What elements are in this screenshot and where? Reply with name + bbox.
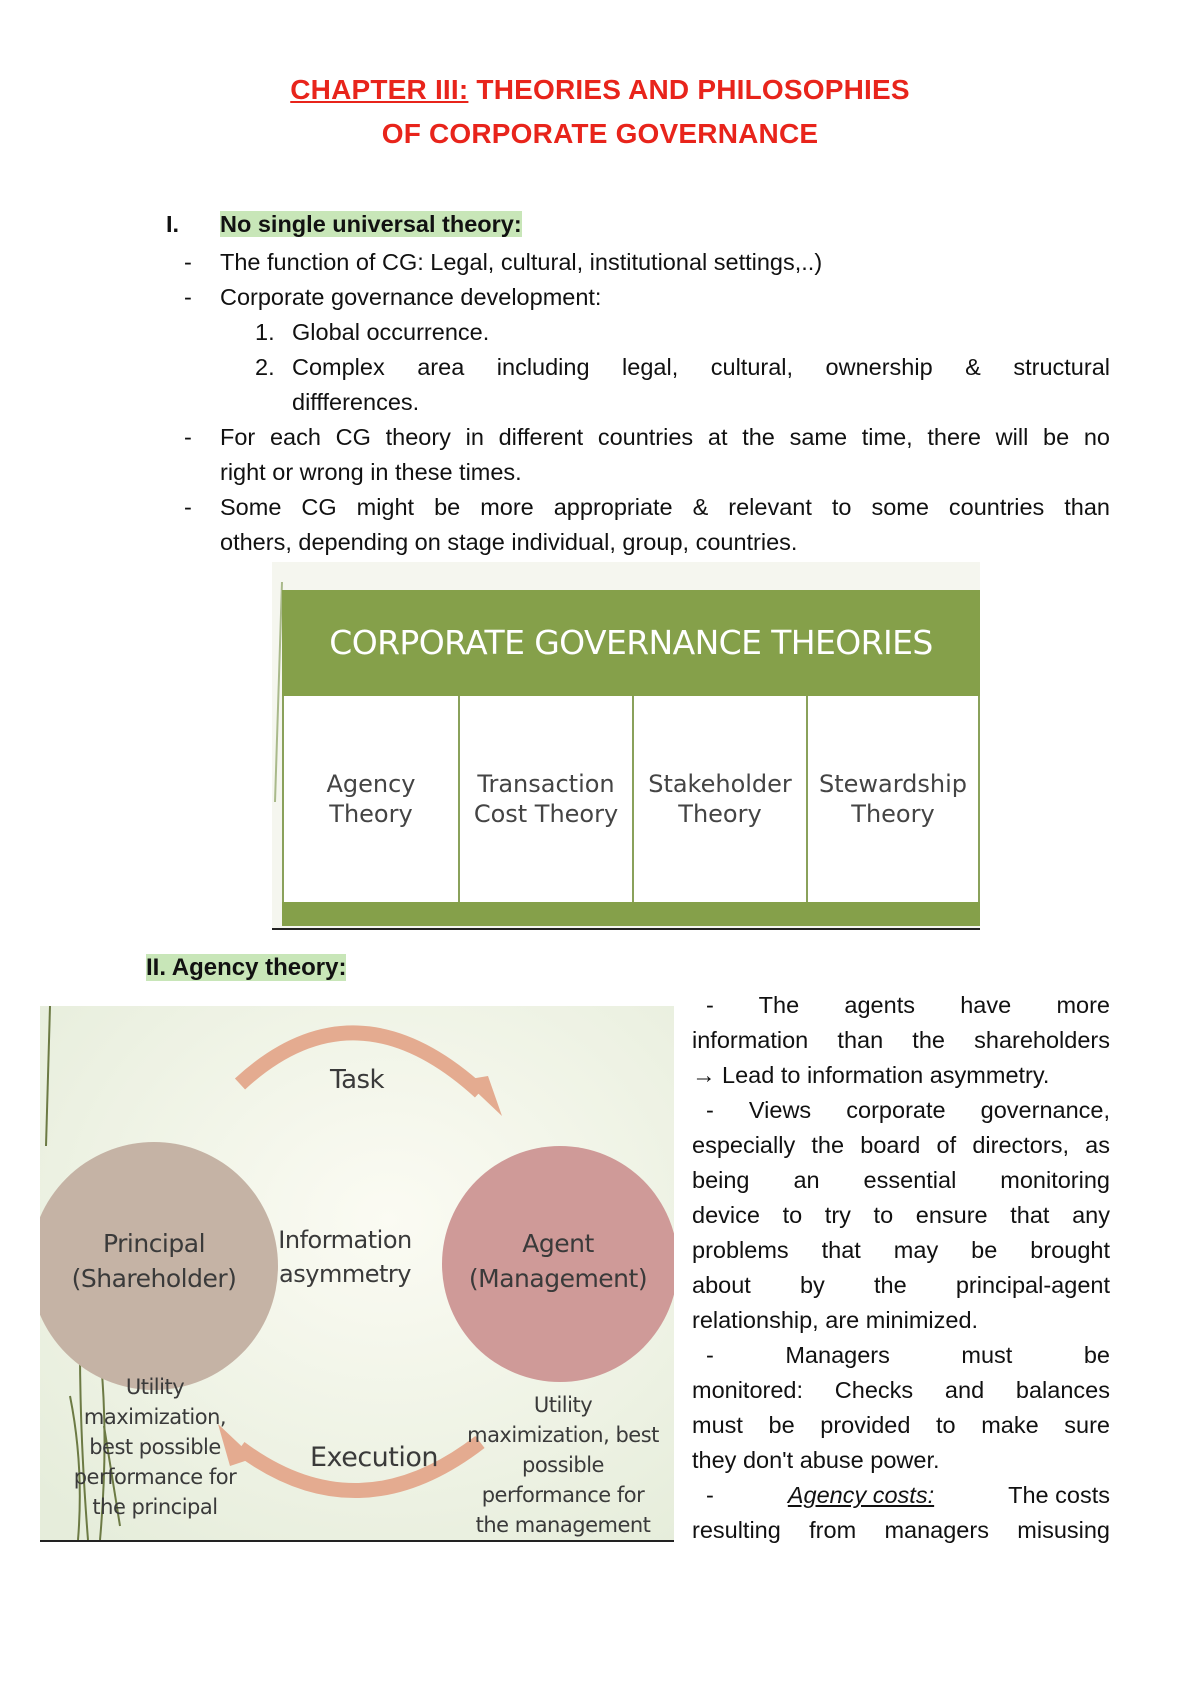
note-2-line6: about by the principal-agent <box>692 1272 1110 1298</box>
numbered-1: 1. <box>255 319 275 345</box>
note-2-line1: - Views corporate governance, <box>706 1097 1110 1123</box>
note-4-rest: The costs <box>1008 1482 1110 1508</box>
agency-theory-diagram <box>40 1006 674 1542</box>
numbered-1-text: Global occurrence. <box>292 319 490 345</box>
left-note-line: performance for <box>73 1465 237 1489</box>
note-4-line2: resulting from managers misusing <box>692 1517 1110 1543</box>
section-1-number: I. <box>166 211 180 237</box>
cg-theories-footer-bar <box>282 902 980 926</box>
agent-label: Agent <box>522 1229 594 1258</box>
info-asymmetry-line2: asymmetry <box>279 1260 411 1288</box>
bullet-cg-development: Corporate governance development: <box>220 284 602 310</box>
agent-sublabel: (Management) <box>468 1264 648 1293</box>
section-2-title <box>146 954 346 982</box>
note-4-dash: - <box>706 1482 714 1508</box>
left-note-line: the principal <box>92 1495 218 1519</box>
agency-costs-term: Agency costs: <box>787 1482 935 1508</box>
left-note-line: maximization, <box>83 1405 227 1429</box>
note-2-line7: relationship, are minimized. <box>692 1307 979 1333</box>
bullet-no-right-wrong-line1: For each CG theory in different countries at the same time, there will be no <box>220 424 1110 450</box>
chapter-title-line2: OF CORPORATE GOVERNANCE <box>381 118 819 149</box>
execution-label: Execution <box>310 1442 438 1473</box>
bullet-dash: - <box>184 249 192 275</box>
note-2-line5: problems that may be brought <box>692 1237 1110 1263</box>
chapter-title-rest: THEORIES AND PHILOSOPHIES <box>468 74 910 105</box>
right-note-line: performance for <box>481 1483 645 1507</box>
section-2-title-text: II. Agency theory: <box>146 954 347 981</box>
cg-cell-agency: Agency Theory <box>282 696 458 902</box>
bullet-dash: - <box>184 424 192 450</box>
note-2-line3: being an essential monitoring <box>692 1167 1110 1193</box>
bullet-appropriate-line2: others, depending on stage individual, group, countries. <box>220 529 798 555</box>
cg-cell-stakeholder: Stakeholder Theory <box>632 696 806 902</box>
right-note-line: possible <box>522 1453 604 1477</box>
bullet-appropriate-line1: Some CG might be more appropriate & relevant to some countries than <box>220 494 1110 520</box>
cg-theories-title: CORPORATE GOVERNANCE THEORIES <box>329 623 933 662</box>
bullet-no-right-wrong-line2: right or wrong in these times. <box>220 459 522 485</box>
right-note-line: maximization, best <box>467 1423 659 1447</box>
note-3-line1: - Managers must be <box>706 1342 1110 1368</box>
chapter-label: CHAPTER III: <box>290 74 469 105</box>
note-3-line2: monitored: Checks and balances <box>692 1377 1110 1403</box>
note-1-line1: - The agents have more <box>706 992 1110 1018</box>
cg-theories-header <box>282 590 980 696</box>
note-2-line2: especially the board of directors, as <box>692 1132 1110 1158</box>
numbered-2-text-line2: diffferences. <box>292 389 420 415</box>
principal-sublabel: (Shareholder) <box>71 1264 237 1293</box>
principal-label: Principal <box>102 1229 206 1258</box>
section-1-title <box>220 207 522 242</box>
chapter-title-line1 <box>0 74 1200 106</box>
bullet-dash: - <box>184 284 192 310</box>
note-3-line3: must be provided to make sure <box>692 1412 1110 1438</box>
left-note-line: best possible <box>89 1435 221 1459</box>
bullet-dash: - <box>184 494 192 520</box>
right-note-line: Utility <box>533 1393 593 1417</box>
right-note-line: the management <box>475 1513 651 1537</box>
numbered-2: 2. <box>255 354 275 380</box>
note-4-line1 <box>692 1478 1110 1513</box>
numbered-2-text-line1: Complex area including legal, cultural, ownership & structural <box>292 354 1110 380</box>
note-1-line3: → Lead to information asymmetry. <box>692 1062 1050 1088</box>
cg-cell-transaction-cost: Transaction Cost Theory <box>458 696 632 902</box>
cg-theories-figure <box>272 562 980 930</box>
bullet-cg-function: The function of CG: Legal, cultural, institutional settings,..) <box>220 249 823 275</box>
cg-cell-stewardship: Stewardship Theory <box>806 696 980 902</box>
note-2-line4: device to try to ensure that any <box>692 1202 1110 1228</box>
info-asymmetry-line1: Information <box>278 1226 412 1254</box>
left-note-line: Utility <box>125 1375 185 1399</box>
task-label: Task <box>330 1065 385 1095</box>
note-3-line4: they don't abuse power. <box>692 1447 940 1473</box>
agency-diagram-svg <box>40 1006 674 1540</box>
section-1-title-text: No single universal theory: <box>220 211 522 237</box>
note-1-line2: information than the shareholders <box>692 1027 1110 1053</box>
